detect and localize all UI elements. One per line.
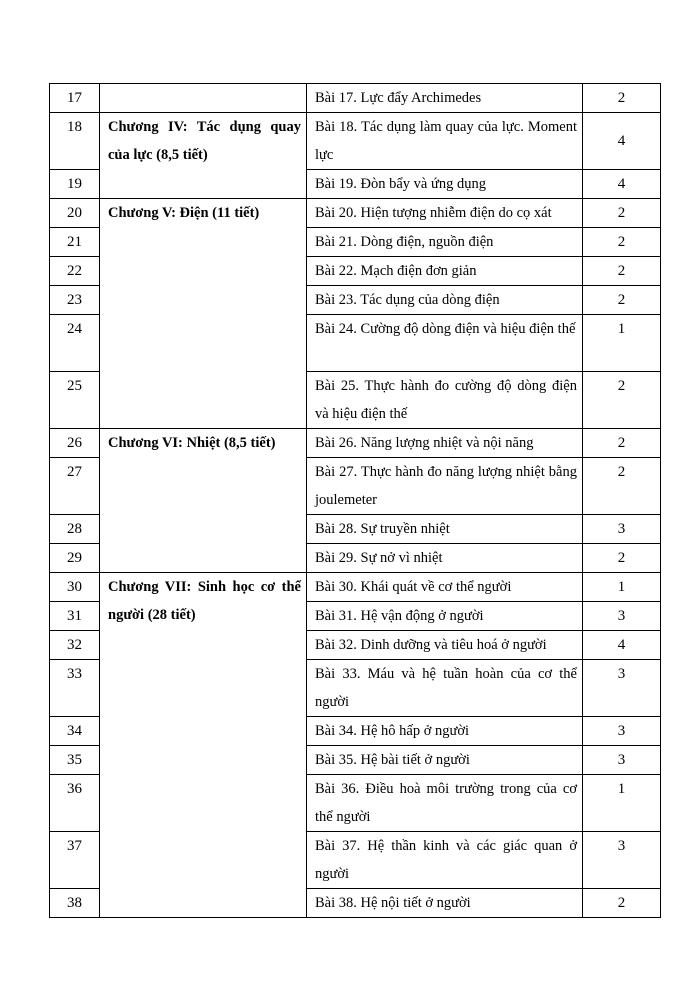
periods-cell: 3	[583, 746, 661, 775]
periods-cell: 3	[583, 717, 661, 746]
periods-cell: 2	[583, 458, 661, 515]
stt-cell: 26	[50, 429, 100, 458]
curriculum-table-body	[50, 84, 661, 918]
table-row	[50, 429, 661, 458]
periods-cell: 3	[583, 832, 661, 889]
lesson-cell: Bài 36. Điều hoà môi trường trong của cơ thể người	[307, 775, 583, 832]
stt-cell: 25	[50, 372, 100, 429]
lesson-cell: Bài 22. Mạch điện đơn giản	[307, 257, 583, 286]
periods-cell: 2	[583, 544, 661, 573]
stt-cell: 28	[50, 515, 100, 544]
curriculum-table	[49, 83, 661, 918]
stt-cell: 30	[50, 573, 100, 602]
stt-cell: 19	[50, 170, 100, 199]
lesson-cell: Bài 31. Hệ vận động ở người	[307, 602, 583, 631]
stt-cell: 35	[50, 746, 100, 775]
stt-cell: 29	[50, 544, 100, 573]
periods-cell: 2	[583, 429, 661, 458]
lesson-cell: Bài 33. Máu và hệ tuần hoàn của cơ thể người	[307, 660, 583, 717]
lesson-cell: Bài 35. Hệ bài tiết ở người	[307, 746, 583, 775]
periods-cell: 4	[583, 631, 661, 660]
table-row	[50, 199, 661, 228]
lesson-cell: Bài 20. Hiện tượng nhiễm điện do cọ xát	[307, 199, 583, 228]
stt-cell: 32	[50, 631, 100, 660]
table-row	[50, 84, 661, 113]
periods-cell: 4	[583, 113, 661, 170]
lesson-cell: Bài 24. Cường độ dòng điện và hiệu điện thế	[307, 315, 583, 372]
chapter-cell: Chương V: Điện (11 tiết)	[100, 199, 307, 429]
periods-cell: 4	[583, 170, 661, 199]
lesson-cell: Bài 28. Sự truyền nhiệt	[307, 515, 583, 544]
lesson-cell: Bài 25. Thực hành đo cường độ dòng điện và hiệu điện thế	[307, 372, 583, 429]
stt-cell: 27	[50, 458, 100, 515]
periods-cell: 2	[583, 889, 661, 918]
periods-cell: 2	[583, 228, 661, 257]
stt-cell: 23	[50, 286, 100, 315]
lesson-cell: Bài 23. Tác dụng của dòng điện	[307, 286, 583, 315]
lesson-cell: Bài 19. Đòn bẩy và ứng dụng	[307, 170, 583, 199]
table-row	[50, 573, 661, 602]
stt-cell: 24	[50, 315, 100, 372]
stt-cell: 20	[50, 199, 100, 228]
periods-cell: 2	[583, 84, 661, 113]
table-row	[50, 113, 661, 170]
periods-cell: 2	[583, 199, 661, 228]
periods-cell: 1	[583, 315, 661, 372]
periods-cell: 3	[583, 515, 661, 544]
lesson-cell: Bài 21. Dòng điện, nguồn điện	[307, 228, 583, 257]
lesson-cell: Bài 38. Hệ nội tiết ở người	[307, 889, 583, 918]
periods-cell: 1	[583, 775, 661, 832]
periods-cell: 1	[583, 573, 661, 602]
stt-cell: 38	[50, 889, 100, 918]
chapter-cell: Chương VI: Nhiệt (8,5 tiết)	[100, 429, 307, 573]
lesson-cell: Bài 17. Lực đẩy Archimedes	[307, 84, 583, 113]
stt-cell: 34	[50, 717, 100, 746]
stt-cell: 37	[50, 832, 100, 889]
lesson-cell: Bài 29. Sự nở vì nhiệt	[307, 544, 583, 573]
periods-cell: 2	[583, 372, 661, 429]
lesson-cell: Bài 18. Tác dụng làm quay của lực. Moment lực	[307, 113, 583, 170]
chapter-cell	[100, 84, 307, 113]
lesson-cell: Bài 30. Khái quát về cơ thể người	[307, 573, 583, 602]
stt-cell: 31	[50, 602, 100, 631]
stt-cell: 36	[50, 775, 100, 832]
chapter-cell: Chương IV: Tác dụng quay của lực (8,5 tiết)	[100, 113, 307, 199]
stt-cell: 33	[50, 660, 100, 717]
lesson-cell: Bài 34. Hệ hô hấp ở người	[307, 717, 583, 746]
periods-cell: 2	[583, 286, 661, 315]
stt-cell: 21	[50, 228, 100, 257]
chapter-cell: Chương VII: Sinh học cơ thể người (28 tiết)	[100, 573, 307, 918]
periods-cell: 2	[583, 257, 661, 286]
lesson-cell: Bài 32. Dinh dưỡng và tiêu hoá ở người	[307, 631, 583, 660]
stt-cell: 18	[50, 113, 100, 170]
stt-cell: 17	[50, 84, 100, 113]
lesson-cell: Bài 27. Thực hành đo năng lượng nhiệt bằng joulemeter	[307, 458, 583, 515]
lesson-cell: Bài 26. Năng lượng nhiệt và nội năng	[307, 429, 583, 458]
stt-cell: 22	[50, 257, 100, 286]
lesson-cell: Bài 37. Hệ thần kinh và các giác quan ở người	[307, 832, 583, 889]
periods-cell: 3	[583, 660, 661, 717]
periods-cell: 3	[583, 602, 661, 631]
